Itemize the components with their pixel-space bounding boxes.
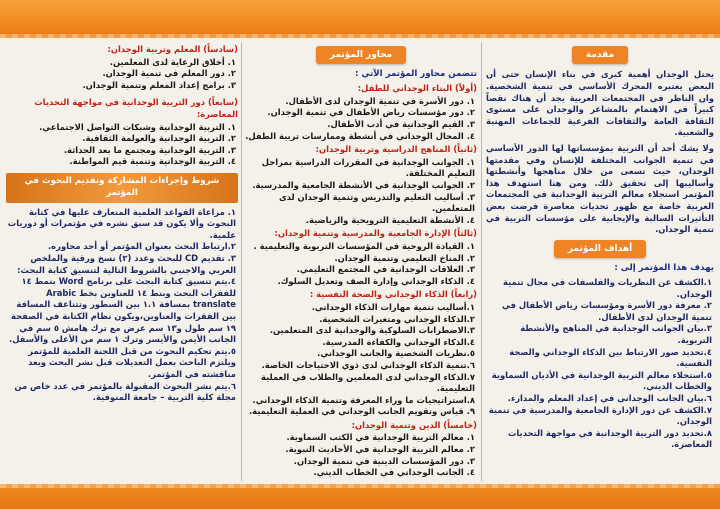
bottom-orange-band — [0, 484, 720, 509]
list-item: ٦.يتم نشر البحوث المقبولة بالمؤتمر في عدد خاص من مجلة كلية التربية – جامعة المنوفية. — [14, 380, 236, 403]
list-item: ٤. التربية الوجدانية وتنمية قيم المواطنة. — [69, 156, 236, 167]
list-item: ٥.يتم تحكيم البحوث من قبل اللجنة العلمية للمؤتمر ويلتزم الباحث بعمل التعديلات قبل نشر البحث وبعد مناقشته في المؤتمر. — [28, 345, 236, 379]
rules-list — [6, 207, 238, 404]
section-title: (ثالثاً) الإدارة الجامعية والمدرسية وتنمية الوجدان: — [274, 228, 477, 239]
axes-intro: تتضمن محاور المؤتمر الآتي : — [354, 69, 477, 80]
list-item: ٩. قياس وتقويم الجانب الوجداني في العملية التعليمية. — [248, 406, 475, 417]
list-item: ٢. الجوانب الوجدانية في الأنشطة الجامعية والمدرسية. — [252, 180, 475, 191]
list-item: ١.الكشف عن النظريات والفلسفات في مجال تنمية الوجدان. — [503, 276, 712, 299]
middle-column — [245, 42, 477, 481]
list-item: ٨.تحديد دور التربية الوجدانية في مواجهة التحديات المعاصرة. — [508, 427, 712, 450]
list-item: ٣. القيم الوجدانية في أدب الأطفال. — [327, 119, 475, 130]
list-item: ٤.تحديد صور الارتباط بين الذكاء الوجداني والصحة النفسية. — [509, 346, 712, 369]
list-item: ٢. معرفة دور الأسرة ومؤسسات رياض الأطفال في تنمية الوجدان لدى الأطفال. — [502, 300, 712, 322]
section-title: (ثانياً) المناهج الدراسية وتربية الوجدان: — [315, 144, 477, 155]
list-item: ٥.نظريات الشخصية والجانب الوجداني. — [317, 348, 475, 359]
left-column — [6, 42, 238, 481]
list-item: ٨.استراتيجيات ما وراء المعرفة وتنمية الذكاء الوجداني. — [252, 394, 475, 405]
list-item: ٢.ارتباط البحث بعنوان المؤتمر أو أحد محاوره. — [48, 241, 236, 252]
list-item: ١. أخلاق الرعاية لدى المعلمين. — [109, 56, 236, 67]
right-column — [486, 42, 714, 481]
list-item: ٣.الاضطرابات السلوكية والوجدانية لدى المتعلمين. — [269, 325, 475, 336]
list-item: ٣. العلاقات الوجدانية في المجتمع التعليمي. — [296, 264, 475, 275]
list-item: ٤. الذكاء الوجداني وإدارة الصف وتعديل السلوك. — [277, 275, 475, 286]
intro-paragraph-2: ولا يشك أحد أن التربية بمؤسساتها لها الدور الأساسي في تنمية الجوانب المختلفة للإنسان وفي مقدمتها الوجدان، حيث تسعى من خلال مناهجها وأنشطتها وأساليبها إلى تحقيق ذلك. ومن هنا استهدف هذا المؤتمر استجلاء معالم التربية الوجدانية في المجتمعات العربية خاصة مع ظهور تحديات معاصرة فرضت بعض التأثيرات السالبة والإيجابية على مؤسسات التربية في تنمية الوجدان. — [486, 142, 714, 235]
list-item: ٦.بيان الجانب الوجداني في إعداد المعلم والمدارء. — [507, 392, 712, 403]
goals-list — [486, 277, 714, 451]
list-item: ٣. أساليب التعليم والتدريس وتنمية الوجدان لدى المتعلمين. — [278, 191, 475, 214]
axes-header: محاور المؤتمر — [316, 46, 407, 64]
section-title: (سابعاً) دور التربية الوجدانية في مواجهة التحديات المعاصرة: — [34, 97, 238, 119]
list-item: ٢. المناخ التعليمي وتنمية الوجدان. — [334, 252, 475, 263]
list-item: ١.أساليب تنمية مهارات الذكاء الوجداني. — [311, 301, 475, 312]
list-item: ١. مراعاة القواعد العلمية المتعارف عليها في كتابة البحوث وألا يكون قد سبق نشره في مؤتمرات أو دوريات علمية. — [7, 206, 236, 240]
section-title: (خامساً) الدين وتنمية الوجدان: — [351, 419, 477, 430]
list-item: ٧.الكشف عن دور الإدارة الجامعية والمدرسية في تنمية الوجدان. — [488, 404, 712, 427]
rules-header: شروط وإجراءات المشاركة وتقديم البحوث في المؤتمر — [6, 173, 238, 203]
list-item: ٣. التربية الوجدانية ومجتمع ما بعد الحداثة. — [63, 144, 236, 155]
list-item: ٤.يتم تنسيق كتابة البحث على برنامج Word بنمط ١٤ للفقرات البحث وبنط ١٤ للعناوين بخط Arabic translate بمسافة ١.١ بين السطور وتتناعف المسافة بين الفقرات والعناوين،ويكون نظام الكتابة في الصفحة ١٩ سم طول و١٣ سم عرض مع ترك هامش ٥ سم في الجانب الأيمن والأيسر وترك ١ سم من الأعلى والأسفل. — [9, 276, 236, 345]
list-item: ٤. الجانب الوجداني في الخطاب الديني. — [313, 467, 475, 478]
section-title: (أولاً) البناء الوجداني للطفل: — [357, 83, 477, 94]
list-item: ١. الجوانب الوجدانية في المقررات الدراسية بمراحل التعليم المختلفة. — [261, 156, 475, 179]
list-item: ١. معالم التربية الوجدانية في الكتب السماوية. — [286, 432, 475, 443]
intro-paragraph-1: يحتل الوجدان أهمية كبرى في بناء الإنسان حتى أن البعض يعتبره المحرك الأساسي في تنمية الشخصية. وان الناظر في المجتمعات العربية يجد أن هناك نقصاً كبيراً في الاهتمام بالمشاعر والوجدان على مستوى الثقافة العامة والثقافات الفرعية للجماعات المهنية والشعبية. — [486, 69, 714, 138]
list-item: ٣. دور المؤسسات الدينية في تنمية الوجدان. — [293, 455, 475, 466]
list-item: ٤. المجال الوجداني في أنشطة وممارسات تربية الطفل. — [245, 130, 475, 141]
list-item: ٤. الأنشطة التعليمية الترويحية والرياضية. — [305, 214, 475, 225]
list-item: ١. التربية الوجدانية وشبكات التواصل الاجتماعي. — [39, 121, 236, 132]
section-title: (رابعاً) الذكاء الوجداني والصحة النفسية : — [309, 289, 477, 300]
list-item: ٥.استجلاء معالم التربية الوجدانية في الأديان السماوية والخطاب الديني. — [491, 369, 712, 392]
list-item: ١. القيادة الروحية في المؤسسات التربوية والتعليمية . — [253, 240, 475, 251]
column-divider-left — [241, 42, 242, 481]
list-item: ١. دور الأسرة في تنمية الوجدان لدى الأطفال. — [285, 95, 475, 106]
intro-header: مقدمة — [572, 46, 628, 64]
list-item: ٢.الذكاء الوجداني ومتغيرات الشخصية. — [319, 313, 475, 324]
section-title: (سادساً) المعلم وتربية الوجدان: — [107, 44, 238, 54]
list-item: ٣.بيان الجوانب الوجدانية في المناهج والأنشطة التربوية. — [520, 323, 712, 345]
list-item: ٧.الذكاء الوجداني لدى المعلمين والطلاب في العملية التعليمية. — [261, 371, 475, 394]
list-item: ٢. التربية الوجدانية والعولمة الثقافية. — [82, 133, 236, 144]
list-item: ٢. معالم التربية الوجدانية في الأحاديث النبوية. — [285, 444, 475, 455]
list-item: ٣. تقديم CD للبحث وعدد (٢) نسخ ورقية والملخص العربي والاجنبي بالشروط التالية لتنسيق كتابة البحث: — [17, 253, 236, 275]
list-item: ٦.تنمية الذكاء الوجداني لدى ذوي الاحتياجات الخاصة. — [261, 359, 475, 370]
column-divider-right — [481, 42, 482, 481]
goals-header: أهداف المؤتمر — [554, 240, 646, 258]
list-item: ٣. برامج إعداد المعلم وتنمية الوجدان. — [82, 79, 236, 90]
top-orange-band — [0, 0, 720, 38]
list-item: ٢. دور المعلم في تنمية الوجدان. — [102, 68, 236, 79]
list-item: ٤.الذكاء الوجداني والكفاءة المدرسية. — [322, 336, 475, 347]
goals-intro: يهدف هذا المؤتمر إلى : — [614, 263, 714, 274]
list-item: ٢. دور مؤسسات رياض الأطفال في تنمية الوجدان. — [267, 107, 475, 118]
